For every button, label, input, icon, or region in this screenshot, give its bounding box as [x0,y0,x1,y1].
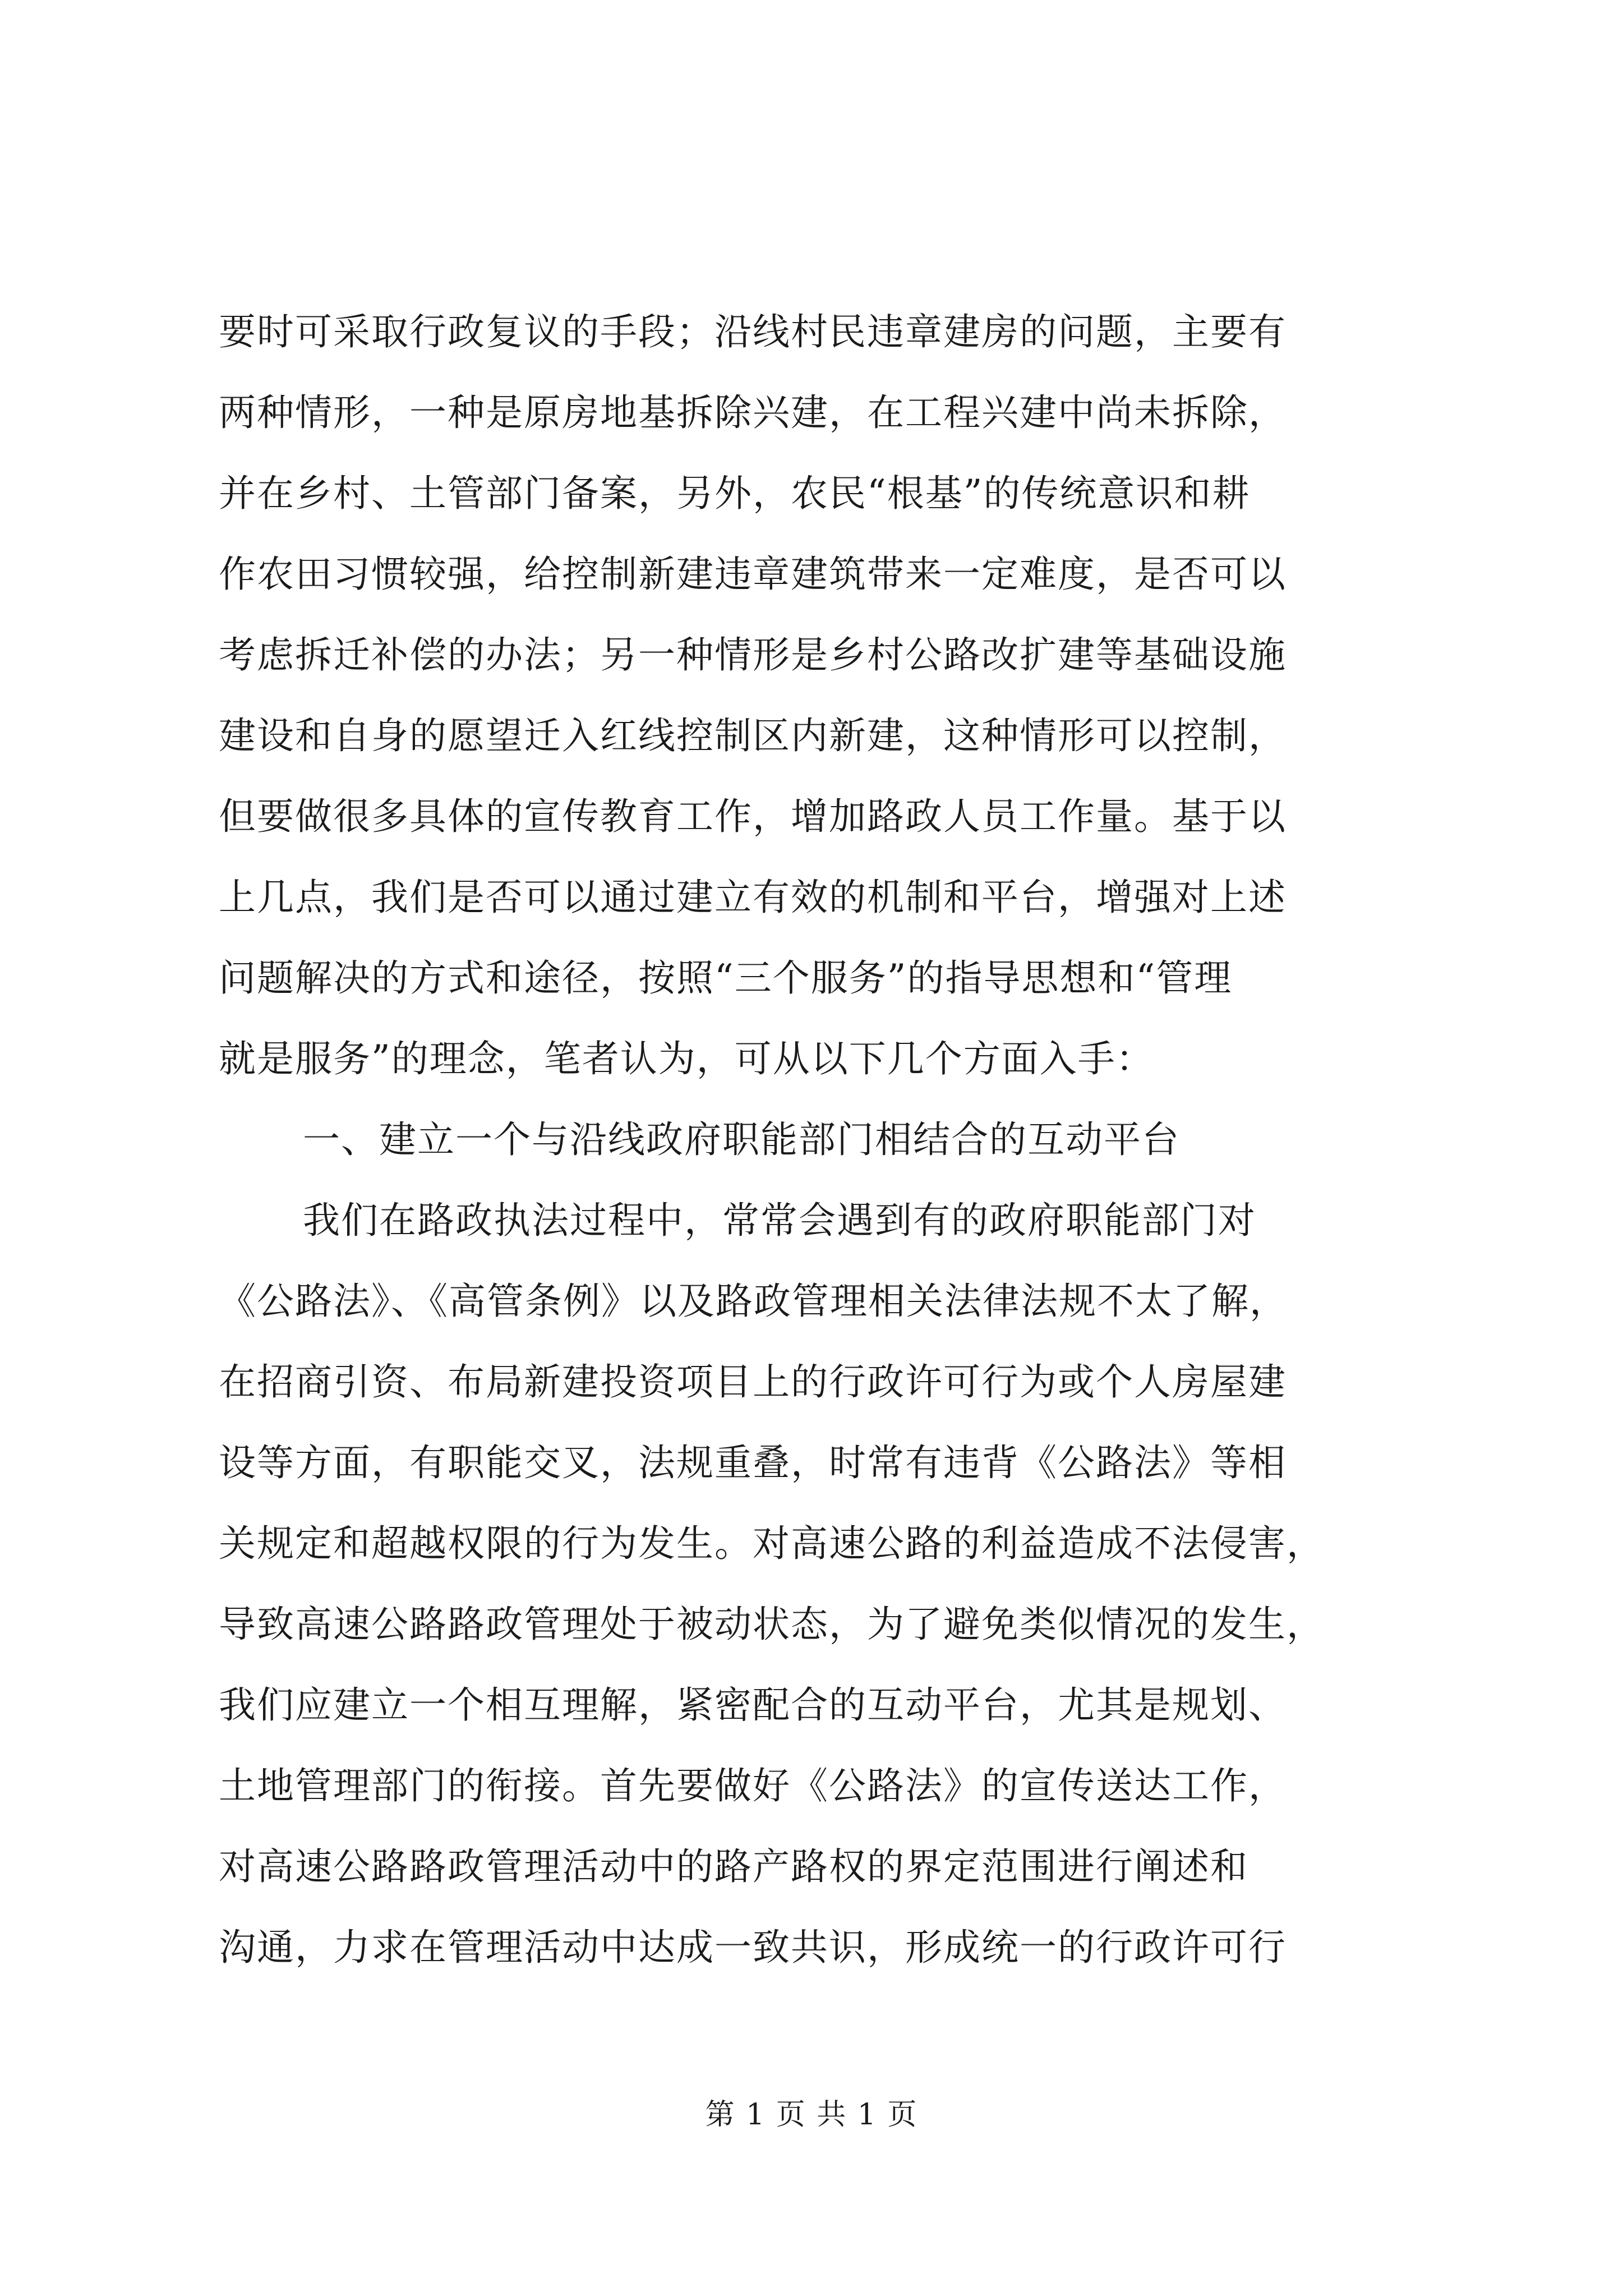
text-line: 并在乡村、土管部门备案，另外，农民“根基”的传统意识和耕 [219,472,1251,515]
text-line: 考虑拆迁补偿的办法；另一种情形是乡村公路改扩建等基础设施 [219,633,1287,677]
text-line: 但要做很多具体的宣传教育工作，增加路政人员工作量。基于以 [219,795,1287,838]
text-line: 在招商引资、布局新建投资项目上的行政许可行为或个人房屋建 [219,1360,1287,1404]
text-line: 建设和自身的愿望迁入红线控制区内新建，这种情形可以控制， [219,714,1287,757]
section-heading: 一、建立一个与沿线政府职能部门相结合的互动平台 [303,1118,1180,1161]
page-number-footer: 第 1 页 共 1 页 [705,2098,918,2132]
text-line: 上几点，我们是否可以通过建立有效的机制和平台，增强对上述 [219,876,1287,919]
text-line: 对高速公路路政管理活动中的路产路权的界定范围进行阐述和 [219,1845,1248,1888]
text-line: 我们应建立一个相互理解，紧密配合的互动平台，尤其是规划、 [219,1683,1287,1727]
text-line: 《公路法》、《高管条例》以及路政管理相关法律法规不太了解， [219,1280,1288,1323]
text-line: 就是服务”的理念，笔者认为，可从以下几个方面入手： [219,1037,1154,1080]
text-line: 要时可采取行政复议的手段；沿线村民违章建房的问题，主要有 [219,310,1287,353]
paragraph-start-line: 我们在路政执法过程中，常常会遇到有的政府职能部门对 [303,1199,1256,1242]
text-line: 导致高速公路路政管理处于被动状态，为了避免类似情况的发生， [219,1603,1325,1646]
document-body [219,292,1408,1988]
text-line: 作农田习惯较强，给控制新建违章建筑带来一定难度，是否可以 [219,553,1287,596]
text-line: 两种情形，一种是原房地基拆除兴建，在工程兴建中尚未拆除， [219,391,1287,434]
text-line: 沟通，力求在管理活动中达成一致共识，形成统一的行政许可行 [219,1926,1287,1969]
text-line: 土地管理部门的衔接。首先要做好《公路法》的宣传送达工作， [219,1764,1287,1807]
text-line: 问题解决的方式和途径，按照“三个服务”的指导思想和“管理 [219,956,1233,1000]
text-line: 设等方面，有职能交叉，法规重叠，时常有违背《公路法》等相 [219,1441,1287,1484]
text-line: 关规定和超越权限的行为发生。对高速公路的利益造成不法侵害， [219,1522,1325,1565]
